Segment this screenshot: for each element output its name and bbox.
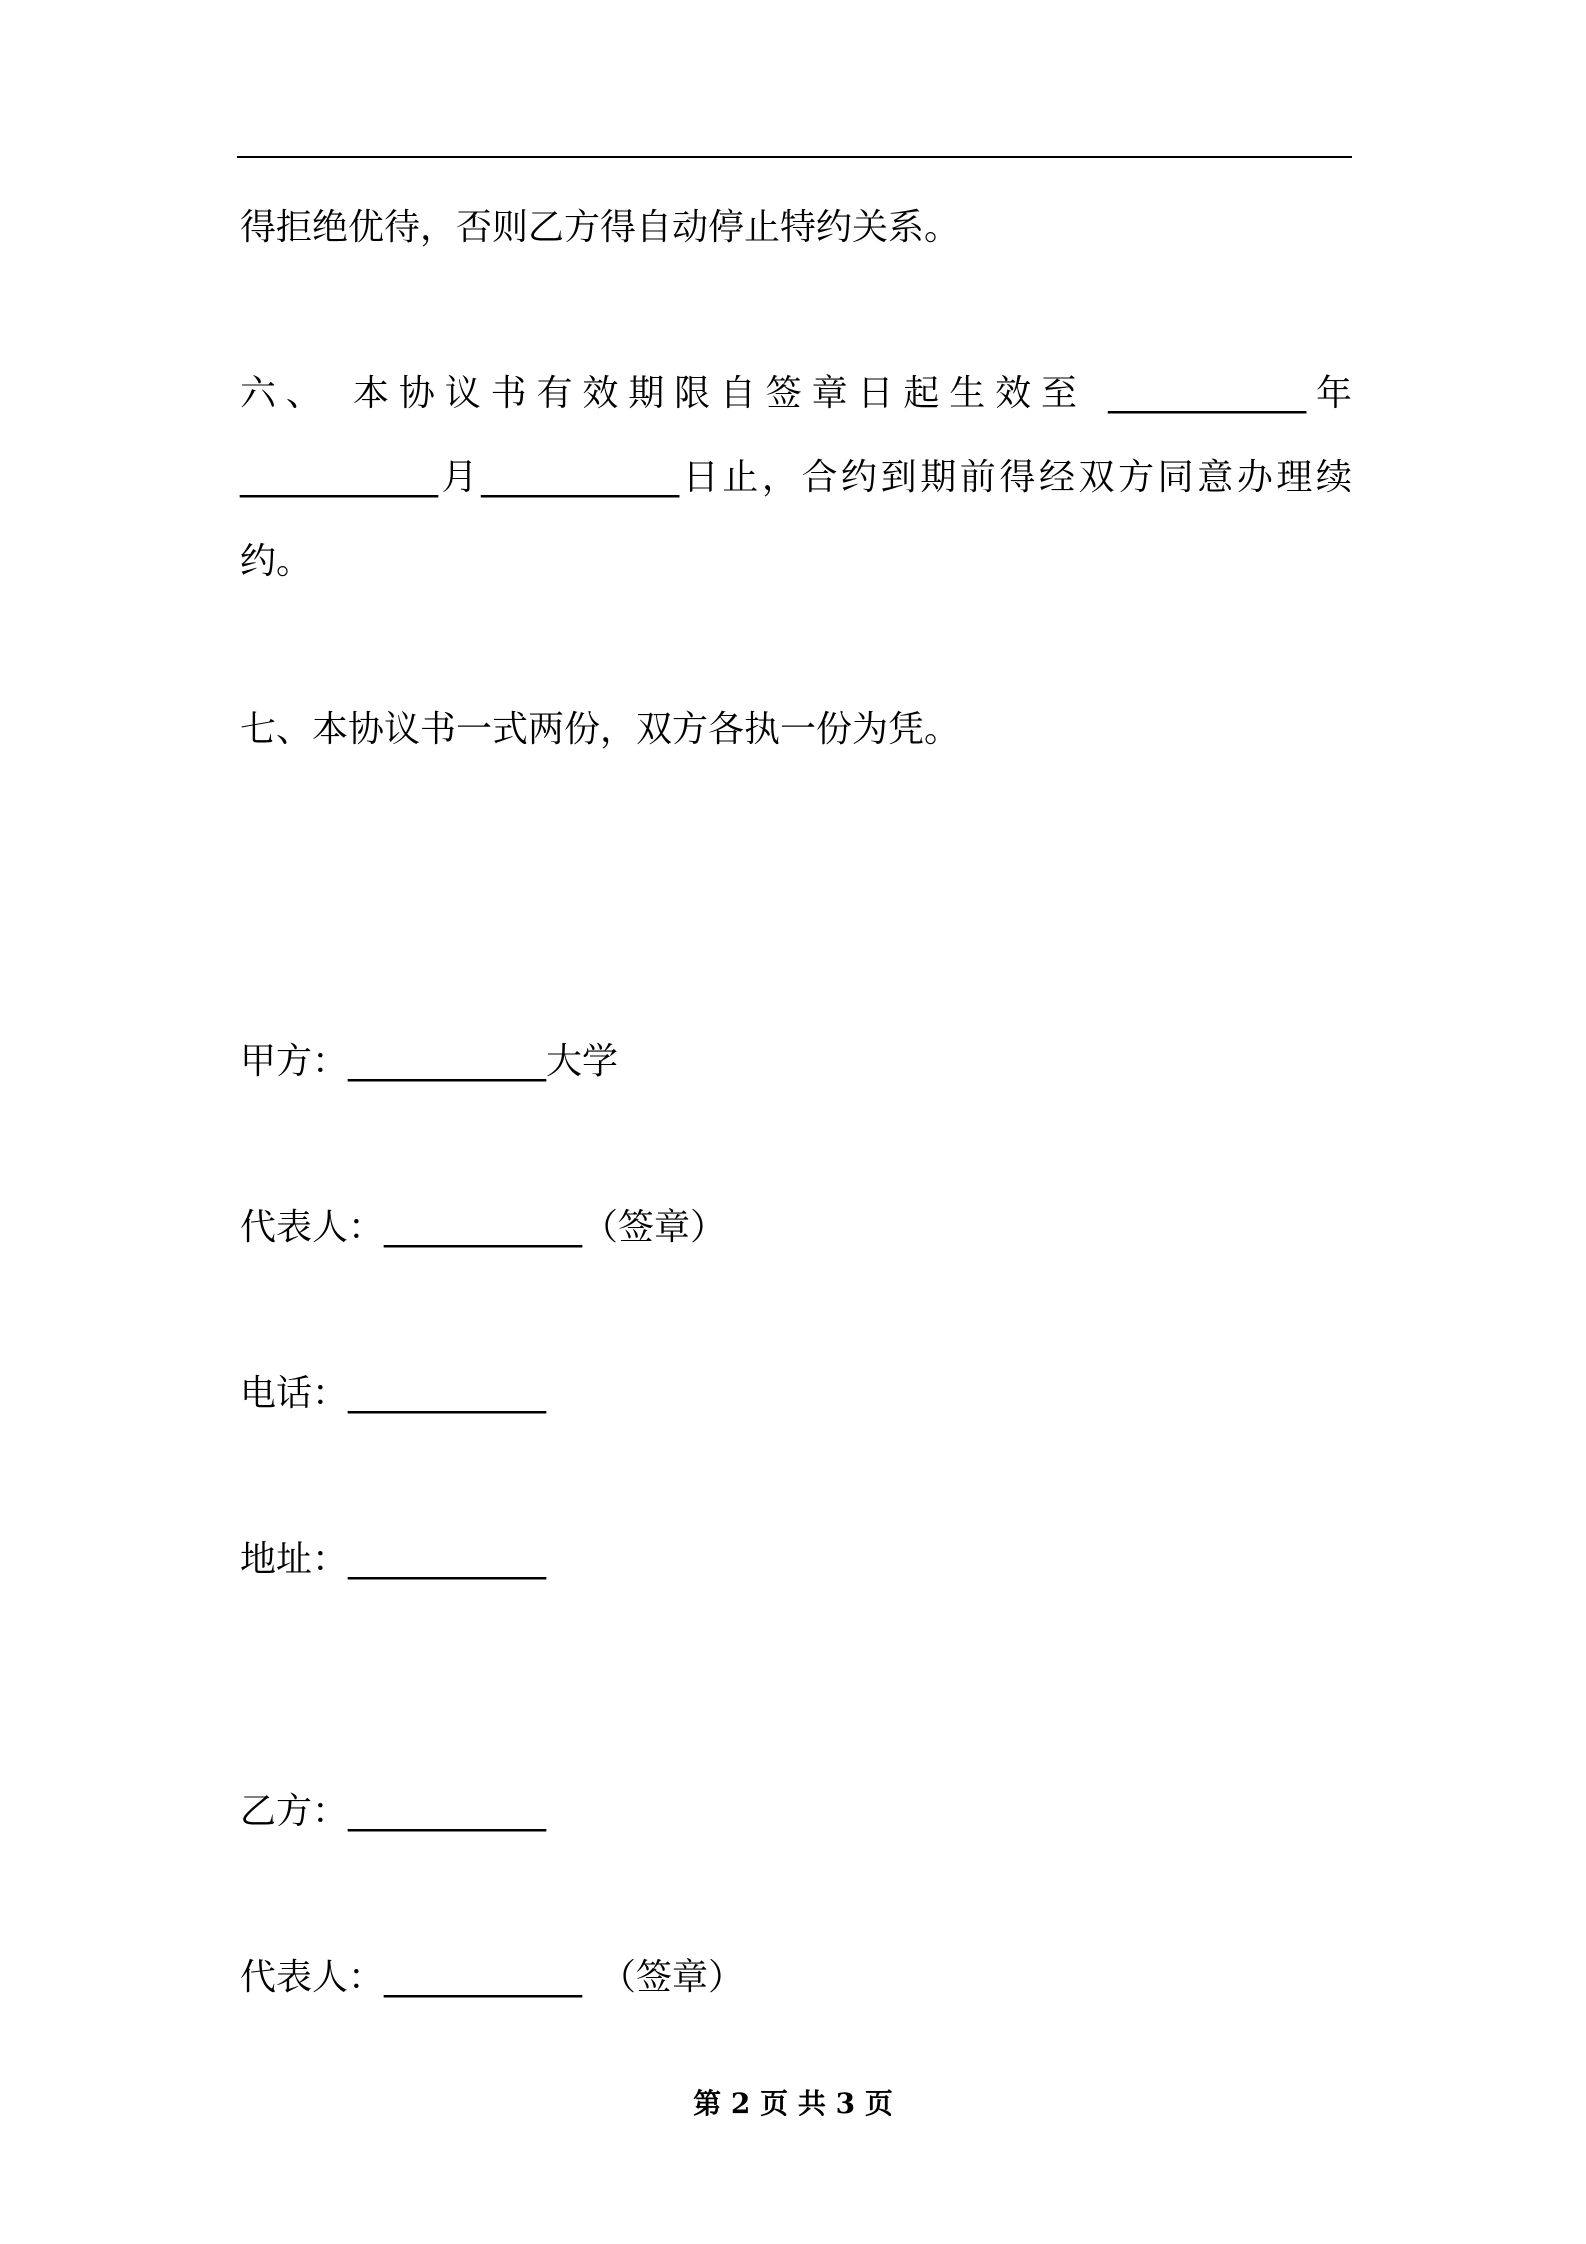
party-a-name: 甲方：___________大学	[240, 1041, 619, 1082]
clause-6-line-1: 六、 本协议书有效期限自签章日起生效至 ___________年	[240, 373, 1352, 414]
header-rule	[237, 156, 1352, 158]
party-a-address: 地址：___________	[240, 1539, 547, 1580]
page-indicator: 第 2 页 共 3 页	[693, 2087, 893, 2120]
clause-5-continuation: 得拒绝优待，否则乙方得自动停止特约关系。	[240, 207, 961, 248]
clause-6-line-2: ___________月___________日止，合约到期前得经双方同意办理续	[240, 457, 1352, 498]
party-a-representative: 代表人：___________（签章）	[240, 1207, 727, 1248]
clause-7: 七、本协议书一式两份，双方各执一份为凭。	[240, 709, 961, 750]
party-b-name: 乙方：___________	[240, 1791, 547, 1832]
party-b-representative: 代表人：___________ （签章）	[240, 1957, 745, 1998]
clause-6-line-3: 约。	[240, 541, 313, 582]
party-a-phone: 电话：___________	[240, 1373, 547, 1414]
